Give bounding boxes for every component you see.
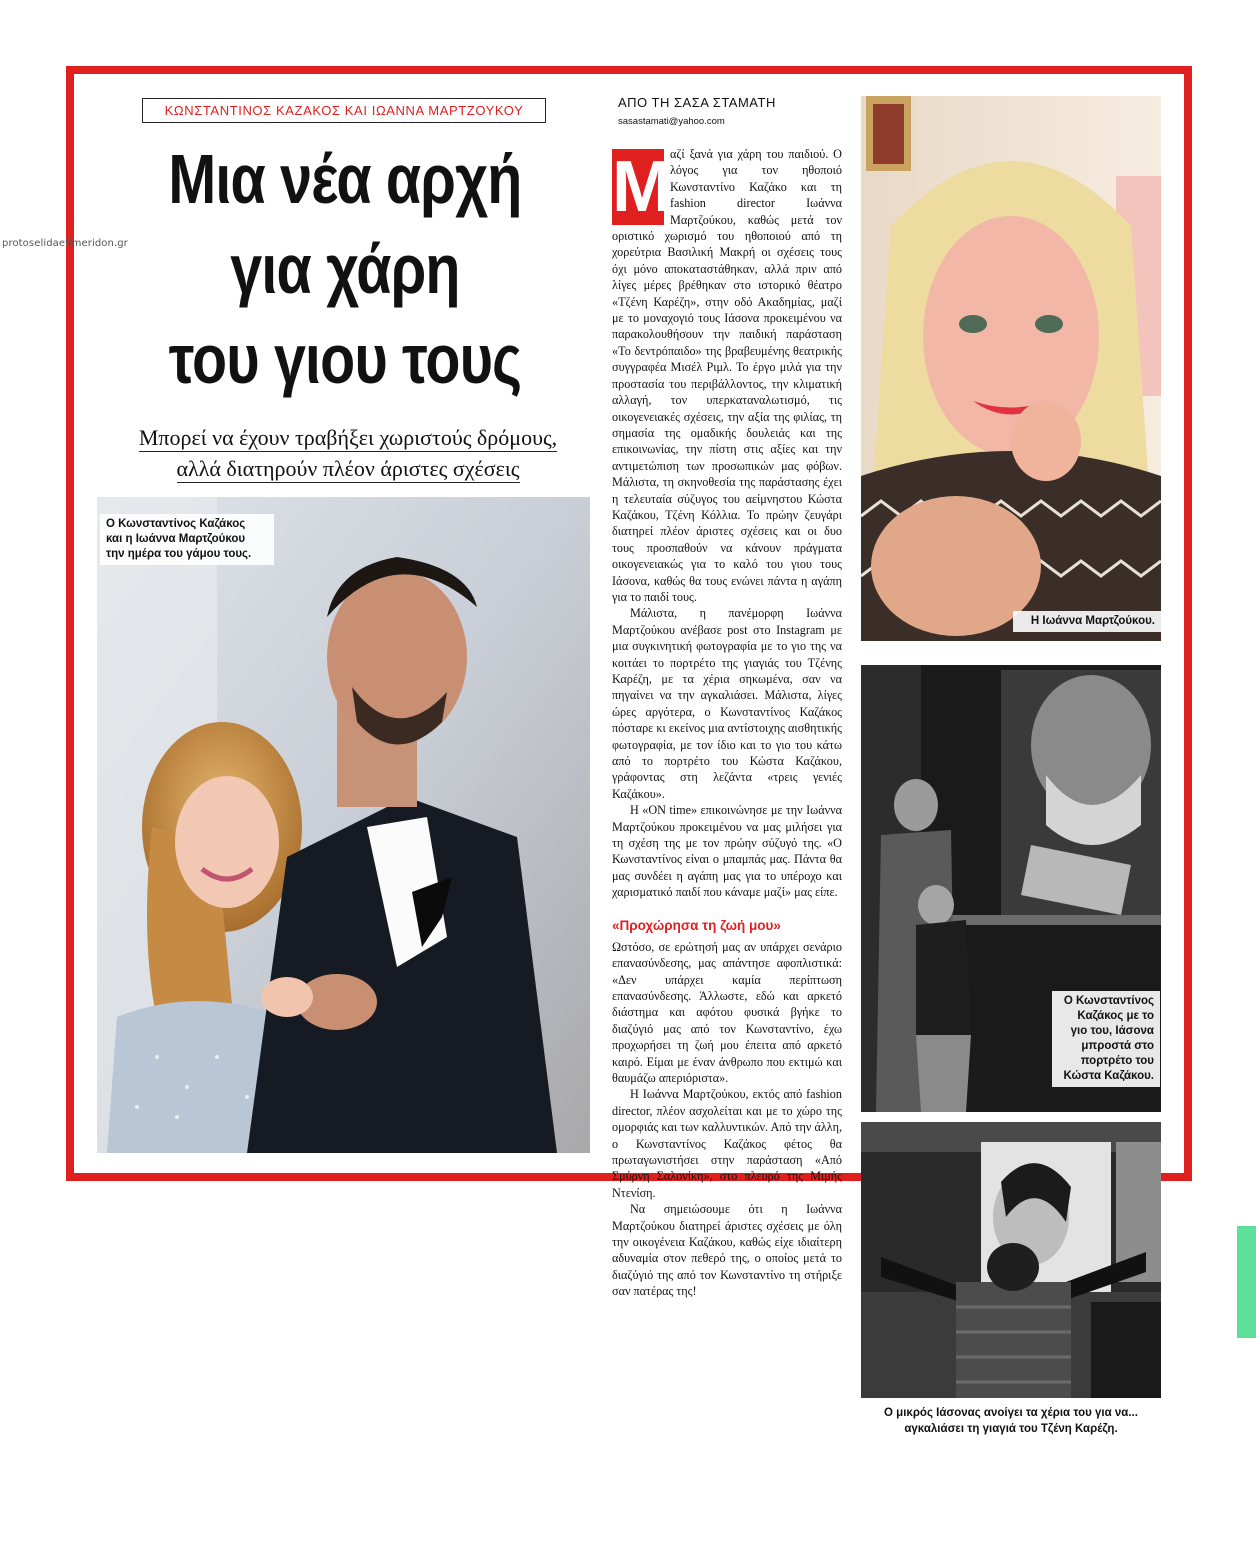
couple-photo-art (97, 497, 590, 1153)
section-tab (1237, 1226, 1256, 1338)
portrait-photo-art (861, 96, 1161, 641)
subtitle-line: Μπορεί να έχουν τραβήξει χωριστούς δρόμους, (138, 425, 558, 450)
article-paragraph: Η «ON time» επικοινώνησε με την Ιωάννα Μαρτζούκου προκειμένου να μας μιλήσει για τη σχέση της με τον πρώην σύζυγό της. «Ο Κωνσταντίνος είναι ο μπαμπάς μας. Πάντα θα μας συνδέει η αγάπη μας για το υπέροχο και χαρισματικό παιδί που κάναμε μαζί» μας είπε. (612, 803, 842, 900)
watermark: protoselidaefimeridon.gr (2, 238, 128, 249)
boy-caption: Ο μικρός Ιάσονας ανοίγει τα χέρια του για να... αγκαλιάσει τη γιαγιά του Τζένη Καρέζη. (884, 1407, 1138, 1435)
article-paragraph: Ωστόσο, σε ερώτησή μας αν υπάρχει σενάριο επανασύνδεσης, μας απάντησε αφοπλιστικά: «Δεν υπάρχει καμία περίπτωση επανασύνδεσης. Άλλωστε, εδώ και αρκετό διάστημα και αφότου φυσικά βγήκε το διαζύγιό μας από τον Κωνσταντίνο, έχω προχωρήσει τη ζωή μου έπειτα από αρκετό καιρό. Είμαι με έναν άνθρωπο που εκτιμώ και θαυμάζω απεριόριστα». (612, 939, 842, 1085)
drop-cap: M (612, 147, 672, 227)
portrait-caption: Η Ιωάννα Μαρτζούκου. (1013, 611, 1161, 632)
headline-line: του γιου τους (168, 320, 522, 398)
couple-photo (97, 497, 590, 1153)
couple-photo-caption: Ο Κωνσταντίνος Καζάκος και η Ιωάννα Μαρτζούκου την ημέρα του γάμου τους. (100, 514, 274, 565)
subtitle-line: αλλά διατηρούν πλέον άριστες σχέσεις (176, 456, 520, 481)
father-son-caption: Ο Κωνσταντίνος Καζάκος με το γιο του, Ιάσονα μπροστά στο πορτρέτο του Κώστα Καζάκου. (1052, 991, 1160, 1087)
article-body (612, 146, 842, 1300)
byline: ΑΠΟ ΤΗ ΣΑΣΑ ΣΤΑΜΑΤΗ (618, 95, 776, 110)
boy-photo-art (861, 1122, 1161, 1398)
headline (136, 134, 554, 404)
kicker: ΚΩΝΣΤΑΝΤΙΝΟΣ ΚΑΖΑΚΟΣ ΚΑΙ ΙΩΑΝΝΑ ΜΑΡΤΖΟΥΚΟΥ (142, 98, 546, 123)
boy-photo (861, 1122, 1161, 1398)
article-paragraph: M αζί ξανά για χάρη του παιδιού. Ο λόγος για τον ηθοποιό Κωνσταντίνο Καζάκο και τη fashion director Ιωάννα Μαρτζούκου, καθώς μετά τον οριστικό χωρισμό του ηθοποιού από τη χορεύτρια Βασιλική Μακρή οι σχέσεις τους όχι μόνο αποκαταστάθηκαν, αλλά πριν από λίγες μέρες βρέθηκαν στο ιστορικό θέατρο «Τζένη Καρέζη», στην οδό Ακαδημίας, μαζί με το μοναχογιό τους Ιάσονα προκειμένου να παρακολουθήσουν την παιδική παράσταση «Το δεντρόπαιδο» της βραβευμένης θεατρικής συγγραφέα Μισέλ Ριμλ. Το έργο μιλά για την προστασία του περιβάλλοντος, την κλιματική αλλαγή, τον υπερκαταναλωτισμό, τις οικογενειακές σχέσεις, την αξία της φιλίας, τη σημασία της ομαδικής δουλειάς και της επικοινωνίας, την πίστη στις αξίες και την αντιμετώπιση των προσωπικών μας φόβων. Μάλιστα, τη σκηνοθεσία της παράστασης έχει η τελευταία σύζυγος του αείμνηστου Κώστα Καζάκου, Τζένη Κόλλια. Το πρώην ζευγάρι διατηρεί πλέον άριστες σχέσεις και οι δυο τους προσπαθούν να κάνουν πράγματα οικογενειακώς για το καλό του γιου τους Ιάσονα, καθώς θα τους ενώνει πάντα η αγάπη για το παιδί τους. (612, 147, 842, 604)
portrait-photo (861, 96, 1161, 641)
article-paragraph: Να σημειώσουμε ότι η Ιωάννα Μαρτζούκου διατηρεί άριστες σχέσεις με όλη την οικογένεια Καζάκου, καθώς είχε ιδιαίτερη αδυναμία στον πεθερό της, ο οποίος μετά το διαζύγιό της από τον Κωνσταντίνο τη στήριξε σαν πατέρας της! (612, 1202, 842, 1299)
headline-line: Μια νέα αρχή (168, 140, 522, 218)
article-paragraph: Η Ιωάννα Μαρτζούκου, εκτός από fashion director, πλέον ασχολείται και με το χώρο της ομορφιάς και των καλλυντικών. Από την άλλη, ο Κωνσταντίνος Καζάκος φέτος θα πρωταγωνιστήσει στην παράσταση «Από Σμύρνη Σαλονίκη», στο πλευρό της Μιμής Ντενίση. (612, 1087, 842, 1200)
article-subhead: «Προχώρησα τη ζωή μου» (612, 917, 781, 933)
subtitle (98, 422, 598, 484)
headline-line: για χάρη (230, 230, 460, 308)
article-paragraph: Μάλιστα, η πανέμορφη Ιωάννα Μαρτζούκου ανέβασε post στο Instagram με μια συγκινητική φωτογραφία με το γιο της να κοιτάει το πορτρέτο της γιαγιάς του Τζένης Καρέζη, με τα χέρια σηκωμένα, σαν να πηγαίνει να την αγκαλιάσει. Μάλιστα, λίγες ώρες αργότερα, ο Κωνσταντίνος Καζάκος πόσταρε κι εκείνος μια αντίστοιχης αισθητικής φωτογραφία, με τον ίδιο και το γιο του κάτω από το πορτρέτο του Κώστα Καζάκου, γράφοντας στη λεζάντα «τρεις γενιές Καζάκου». (612, 606, 842, 801)
author-email: sasastamati@yahoo.com (618, 116, 725, 127)
